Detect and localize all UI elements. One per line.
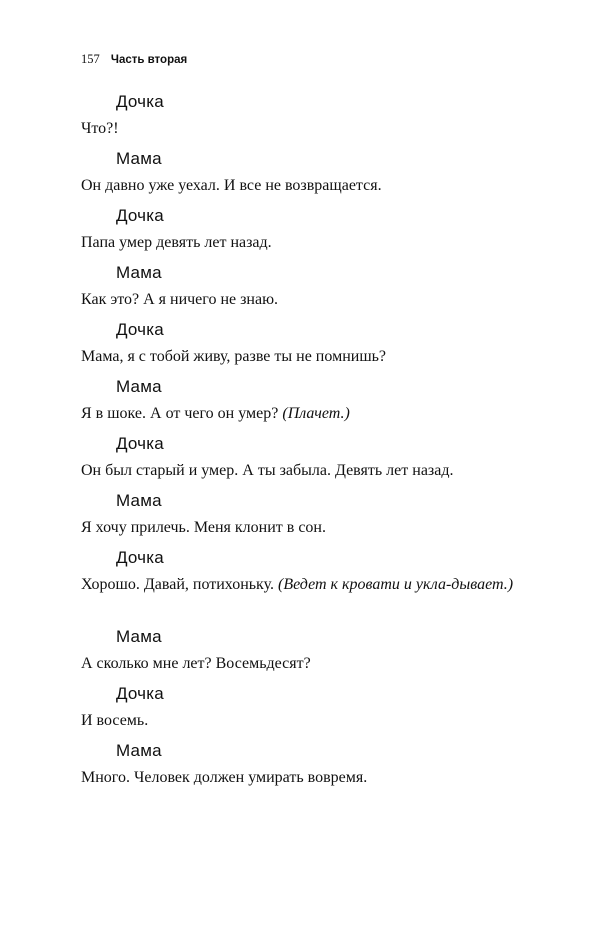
line-text: И восемь. <box>81 712 149 729</box>
speaker-name: Мама <box>116 149 162 168</box>
line-text: Много. Человек должен умирать вовремя. <box>81 769 368 786</box>
line-text: Я хочу прилечь. Меня клонит в сон. <box>81 519 326 536</box>
line-text: Он давно уже уехал. И все не возвращается. <box>81 177 382 194</box>
dialogue-line <box>81 460 521 482</box>
speaker-name: Мама <box>116 263 162 282</box>
stage-direction: (Плачет.) <box>282 405 350 422</box>
dialogue-block <box>81 377 521 425</box>
speaker-name: Дочка <box>116 206 164 225</box>
speaker-name: Мама <box>116 377 162 396</box>
line-text: Папа умер девять лет назад. <box>81 234 272 251</box>
dialogue-block <box>81 206 521 254</box>
dialogue-line <box>81 289 521 311</box>
running-header <box>81 52 187 67</box>
dialogue-line <box>81 767 521 789</box>
speaker-name: Дочка <box>116 684 164 703</box>
speaker-name: Мама <box>116 491 162 510</box>
dialogue-block <box>81 434 521 482</box>
line-text: Я в шоке. А от чего он умер? <box>81 405 283 422</box>
dialogue-block <box>81 627 521 675</box>
dialogue-line <box>81 175 521 197</box>
dialogue-line <box>81 118 521 140</box>
line-text: Хорошо. Давай, потихоньку. <box>81 576 278 593</box>
dialogue-line <box>81 710 521 732</box>
dialogue-line <box>81 403 521 425</box>
speaker-name: Дочка <box>116 92 164 111</box>
speaker-name: Дочка <box>116 434 164 453</box>
dialogue-block <box>81 320 521 368</box>
line-text: Что?! <box>81 120 119 137</box>
part-title: Часть вторая <box>110 54 188 66</box>
dialogue-line <box>81 346 521 368</box>
line-text: Мама, я с тобой живу, разве ты не помнишь? <box>81 348 387 365</box>
stage-direction: (Ведет к кровати и укла-дывает.) <box>278 576 514 593</box>
dialogue-block <box>81 263 521 311</box>
dialogue-block <box>81 491 521 539</box>
dialogue-block <box>81 149 521 197</box>
dialogue-line <box>81 653 521 675</box>
dialogue-line <box>81 517 521 539</box>
dialogue-line <box>81 232 521 254</box>
speaker-name: Дочка <box>116 548 164 567</box>
speaker-name: Мама <box>116 627 162 646</box>
line-text: Как это? А я ничего не знаю. <box>81 291 279 308</box>
page-number: 157 <box>81 52 100 66</box>
line-text: Он был старый и умер. А ты забыла. Девять лет назад. <box>81 462 454 479</box>
dialogue-block <box>81 741 521 789</box>
dialogue-block <box>81 684 521 732</box>
dialogue-line <box>81 574 521 596</box>
speaker-name: Мама <box>116 741 162 760</box>
speaker-name: Дочка <box>116 320 164 339</box>
dialogue-block <box>81 92 521 140</box>
line-text: А сколько мне лет? Восемьдесят? <box>81 655 311 672</box>
dialogue-block <box>81 548 521 596</box>
